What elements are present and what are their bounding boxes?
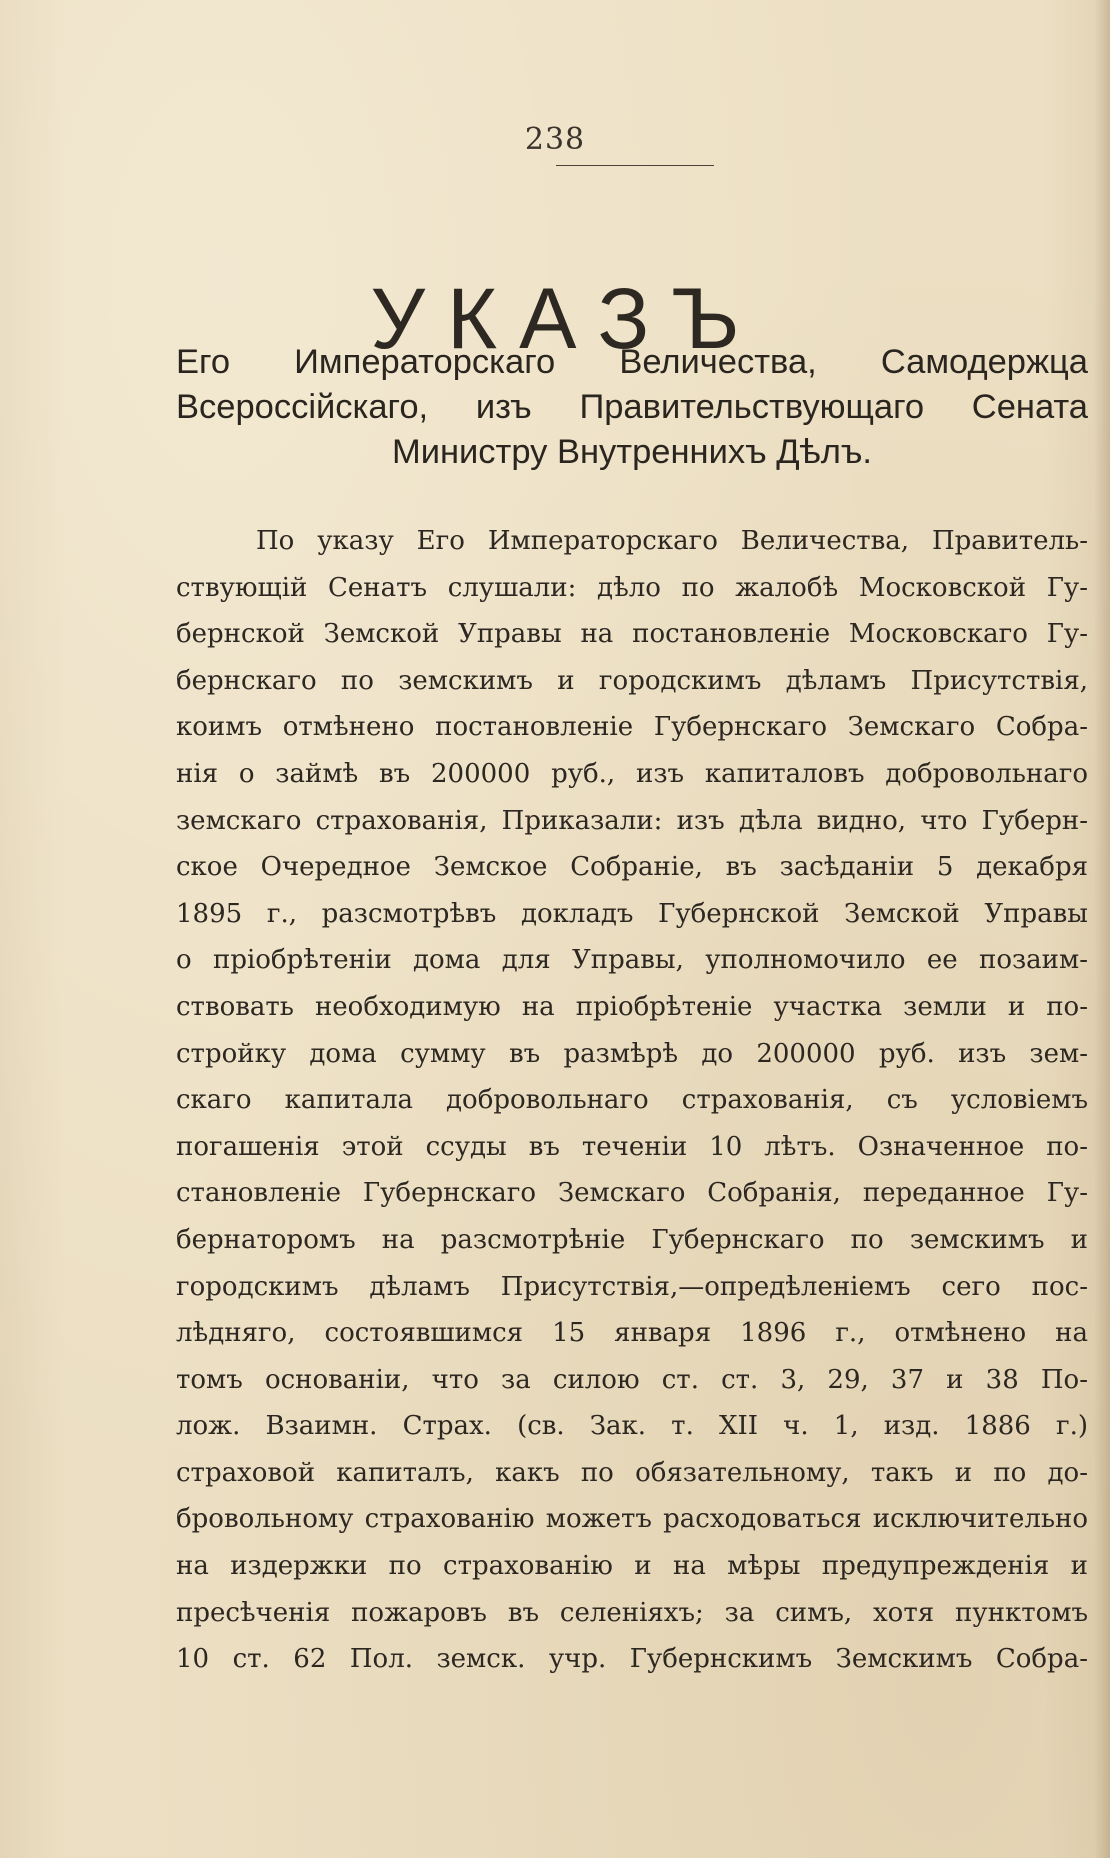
body-line: земскаго страхованія, Приказали: изъ дѣла видно, что Губерн- xyxy=(176,805,1088,836)
page-number-rule xyxy=(556,165,714,166)
body-line: стройку дома сумму въ размѣрѣ до 200000 руб. изъ зем- xyxy=(176,1038,1088,1069)
body-line: нія о займѣ въ 200000 руб., изъ капиталовъ добровольнаго xyxy=(176,758,1088,789)
body-line: ствующій Сенатъ слушали: дѣло по жалобѣ Московской Гу- xyxy=(176,572,1088,603)
body-line: томъ основаніи, что за силою ст. ст. 3, 29, 37 и 38 По- xyxy=(176,1364,1088,1395)
body-line: 10 ст. 62 Пол. земск. учр. Губернскимъ Земскимъ Собра- xyxy=(176,1644,1088,1675)
body-line: страховой капиталъ, какъ по обязательному, такъ и по до- xyxy=(176,1457,1088,1488)
body-line: лож. Взаимн. Страх. (св. Зак. т. XII ч. 1, изд. 1886 г.) xyxy=(176,1411,1088,1442)
body-line: скаго капитала добровольнаго страхованія, съ условіемъ xyxy=(176,1085,1088,1116)
document-subtitle: Его Императорскаго Величества, Самодержца Всероссійскаго, изъ Правительствующаго Сената Министру Внутреннихъ Дѣлъ. xyxy=(176,343,1088,471)
body-line: По указу Его Императорскаго Величества, Правитель- xyxy=(256,526,1088,556)
body-text xyxy=(176,518,1088,1683)
page-number: 238 xyxy=(524,122,586,157)
body-line: пресѣченія пожаровъ въ селеніяхъ; за симъ, хотя пунктомъ xyxy=(176,1597,1088,1628)
page-edge-shadow xyxy=(1094,0,1110,1858)
body-line: городскимъ дѣламъ Присутствія,—опредѣленіемъ сего пос- xyxy=(176,1271,1088,1302)
body-line: становленіе Губернскаго Земскаго Собранія, переданное Гу- xyxy=(176,1178,1088,1209)
body-line: ствовать необходимую на пріобрѣтеніе участка земли и по- xyxy=(176,991,1088,1022)
body-line: бернаторомъ на разсмотрѣніе Губернскаго по земскимъ и xyxy=(176,1224,1088,1255)
body-line: ское Очередное Земское Собраніе, въ засѣданіи 5 декабря xyxy=(176,852,1088,883)
body-line: погашенія этой ссуды въ теченіи 10 лѣтъ. Означенное по- xyxy=(176,1131,1088,1162)
body-line: на издержки по страхованію и на мѣры предупрежденія и xyxy=(176,1551,1088,1582)
body-line: бернскаго по земскимъ и городскимъ дѣламъ Присутствія, xyxy=(176,665,1088,696)
body-line: 1895 г., разсмотрѣвъ докладъ Губернской Земской Управы xyxy=(176,898,1088,929)
body-line: о пріобрѣтеніи дома для Управы, уполномочило ее позаим- xyxy=(176,945,1088,976)
body-line: бровольному страхованію можетъ расходоваться исключительно xyxy=(176,1504,1088,1535)
body-line: бернской Земской Управы на постановленіе Московскаго Гу- xyxy=(176,619,1088,650)
body-line: коимъ отмѣнено постановленіе Губернскаго Земскаго Собра- xyxy=(176,712,1088,743)
document-title: УКАЗЪ xyxy=(370,270,762,367)
body-line: лѣдняго, состоявшимся 15 января 1896 г., отмѣнено на xyxy=(176,1318,1088,1349)
